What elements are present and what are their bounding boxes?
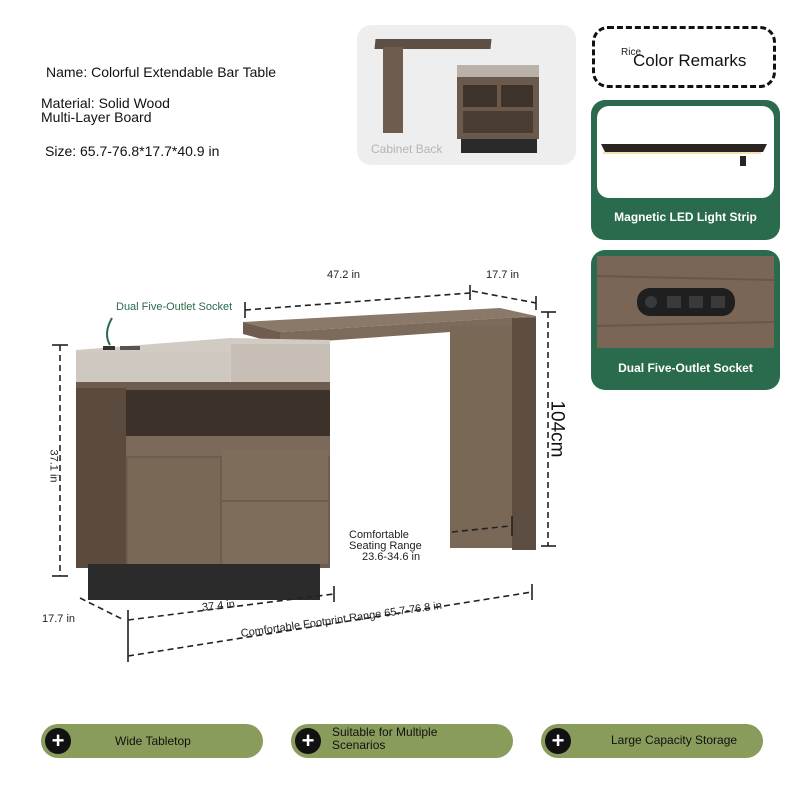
dim-cabinet-height: 37.1 in (47, 449, 60, 483)
feature-card-led-caption: Magnetic LED Light Strip (614, 210, 757, 224)
dim-cabinet-depth: 17.7 in (42, 613, 76, 625)
material-line-2: Multi-Layer Board (41, 109, 152, 125)
dim-tabletop-depth: 17.7 in (486, 269, 520, 281)
plus-icon: + (545, 728, 571, 754)
dim-cabinet-width: 37.4 in (201, 598, 236, 614)
feature-pill-label: Suitable for Multiple Scenarios (332, 725, 438, 752)
plus-icon: + (45, 728, 71, 754)
color-remarks-title: Color Remarks (633, 51, 747, 70)
feature-pill-scenarios (291, 724, 513, 758)
material-line-1: Material: Solid Wood (41, 95, 170, 111)
product-name: Name: Colorful Extendable Bar Table (46, 64, 277, 80)
feature-pill-label: Large Capacity Storage (611, 733, 738, 747)
feature-pill-storage (541, 724, 763, 758)
feature-pill-tabletop (41, 724, 263, 758)
dim-tabletop-length: 47.2 in (327, 269, 361, 281)
product-size: Size: 65.7-76.8*17.7*40.9 in (45, 143, 220, 159)
seating-line-1: Comfortable (349, 529, 409, 541)
feature-pill-label: Wide Tabletop (115, 734, 191, 748)
color-remarks-note: Rice (621, 47, 642, 58)
dim-footprint: Comfortable Footprint Range 65.7-76.8 in (240, 599, 443, 640)
dim-height-cm: 104cm (546, 400, 568, 458)
dim-seating-range (349, 530, 422, 563)
feature-card-socket-caption: Dual Five-Outlet Socket (618, 361, 753, 375)
seating-line-3: 23.6-34.6 in (362, 551, 421, 563)
thumbnail-caption: Cabinet Back (371, 142, 443, 156)
plus-icon: + (295, 728, 321, 754)
socket-label: Dual Five-Outlet Socket (116, 301, 233, 313)
seating-line-2: Seating Range (349, 540, 422, 552)
